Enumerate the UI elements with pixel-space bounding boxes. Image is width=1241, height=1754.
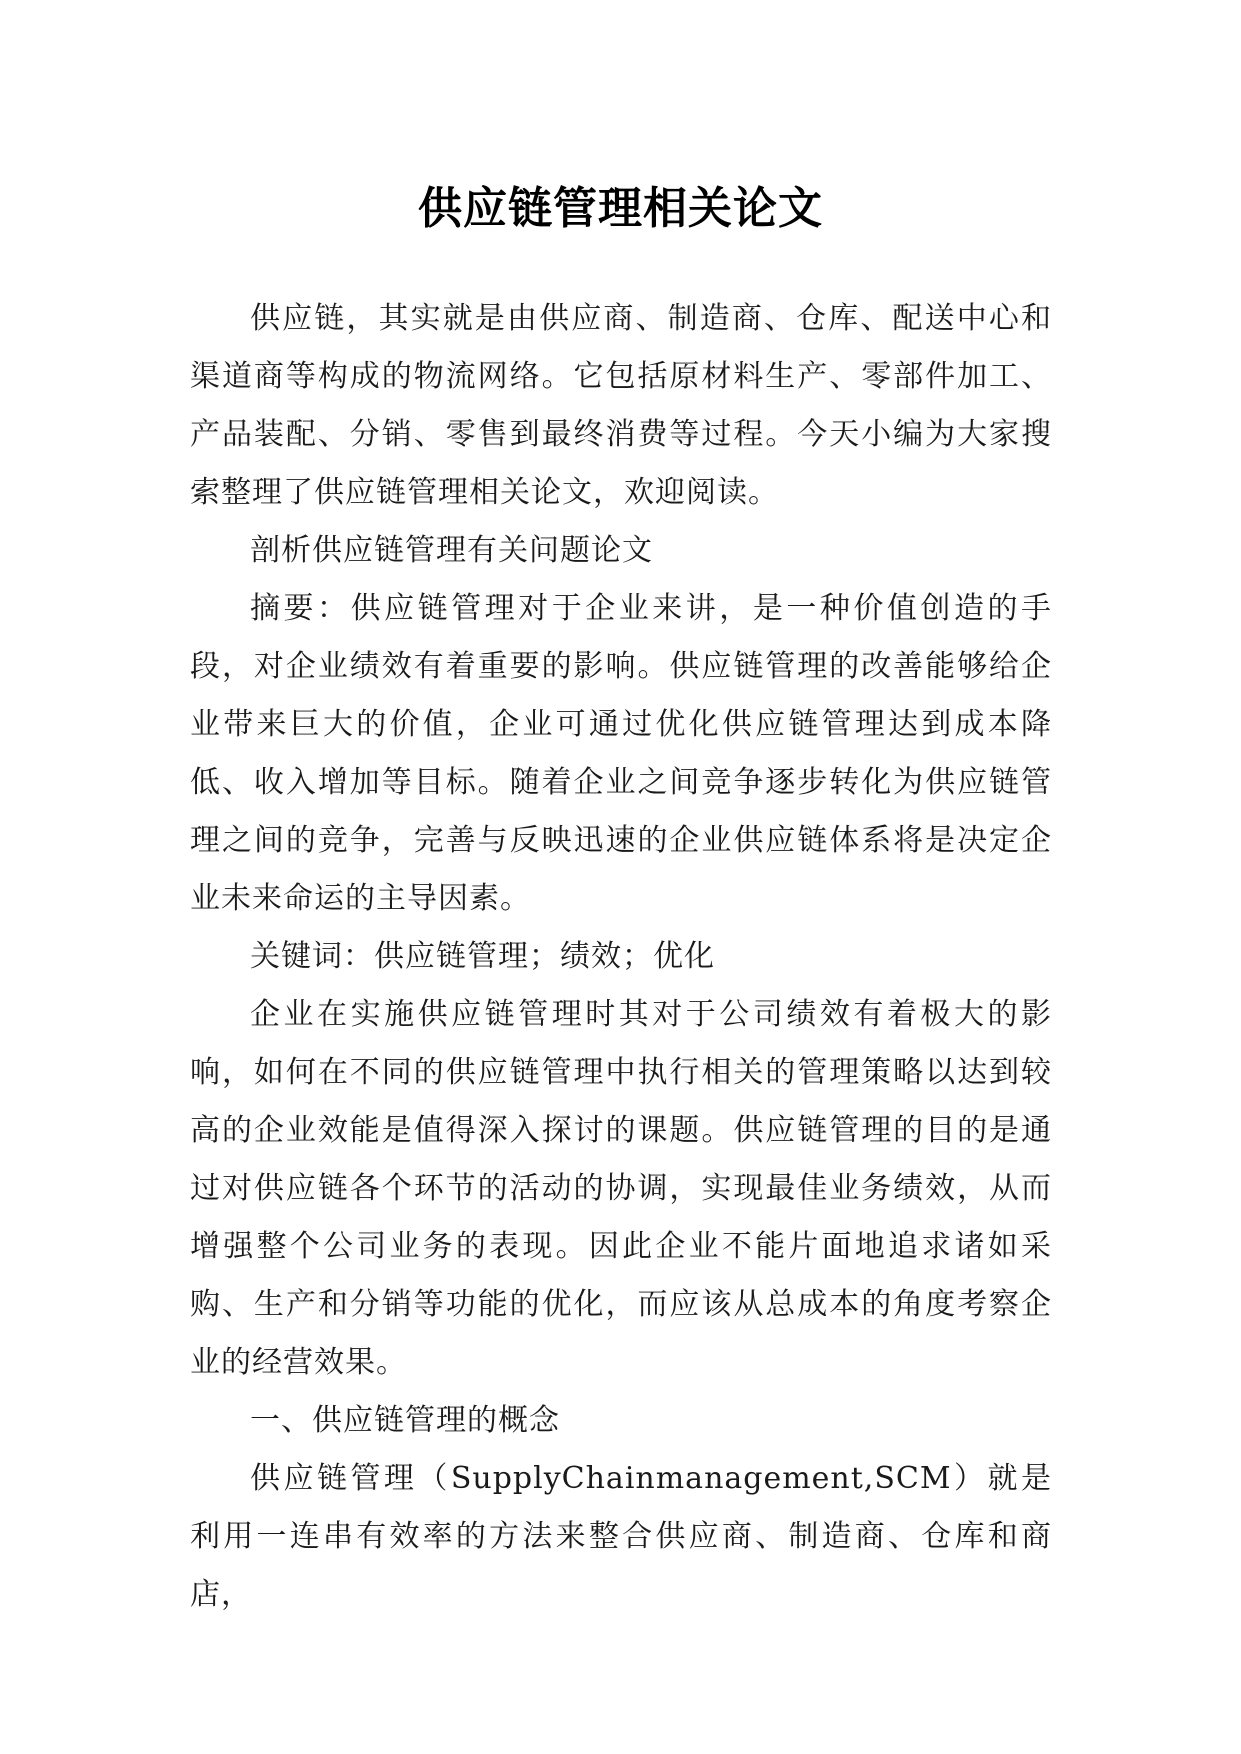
abstract-paragraph: 摘要：供应链管理对于企业来讲，是一种价值创造的手段，对企业绩效有着重要的影响。供应链管理的改善能够给企业带来巨大的价值，企业可通过优化供应链管理达到成本降低、收入增加等目标。随着企业之间竞争逐步转化为供应链管理之间的竞争，完善与反映迅速的企业供应链体系将是决定企业未来命运的主导因素。 (190, 591, 1052, 916)
keywords-line: 关键词：供应链管理；绩效；优化 (250, 939, 715, 974)
body-paragraph: 供应链管理（SupplyChainmanagement,SCM）就是利用一连串有效率的方法来整合供应商、制造商、仓库和商店， (190, 1461, 1052, 1612)
paper-title-line: 剖析供应链管理有关问题论文 (250, 533, 653, 568)
body-paragraph: 企业在实施供应链管理时其对于公司绩效有着极大的影响，如何在不同的供应链管理中执行相关的管理策略以达到较高的企业效能是值得深入探讨的课题。供应链管理的目的是通过对供应链各个环节的活动的协调，实现最佳业务绩效，从而增强整个公司业务的表现。因此企业不能片面地追求诸如采购、生产和分销等功能的优化，而应该从总成本的角度考察企业的经营效果。 (190, 997, 1052, 1380)
document-title: 供应链管理相关论文 (418, 183, 823, 235)
document-body (190, 290, 1052, 1624)
intro-paragraph: 供应链，其实就是由供应商、制造商、仓库、配送中心和渠道商等构成的物流网络。它包括原材料生产、零部件加工、产品装配、分销、零售到最终消费等过程。今天小编为大家搜索整理了供应链管理相关论文，欢迎阅读。 (190, 301, 1052, 510)
section-heading: 一、供应链管理的概念 (250, 1403, 560, 1438)
